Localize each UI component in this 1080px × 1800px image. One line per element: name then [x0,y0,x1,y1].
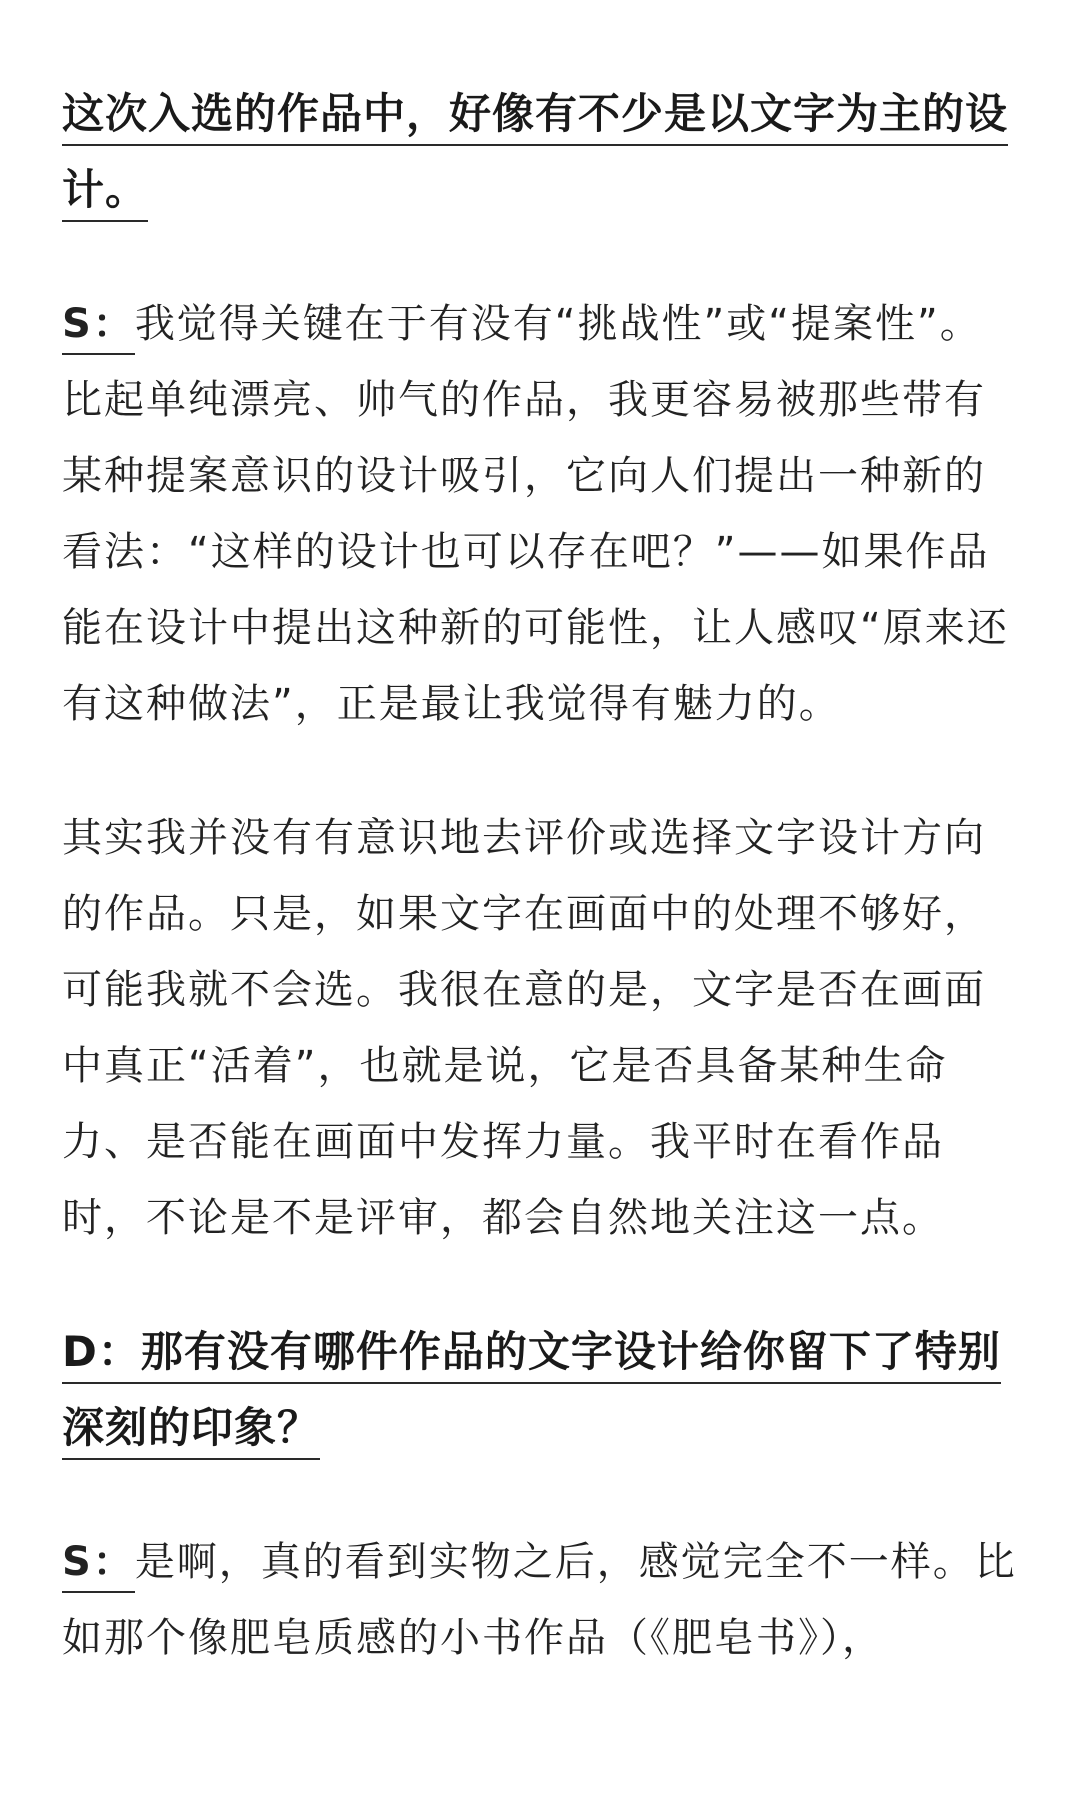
speaker-label: S： [62,1539,135,1593]
answer-3 [62,1524,1020,1676]
answer-1-text: 我觉得关键在于有没有“挑战性”或“提案性”。比起单纯漂亮、帅气的作品，我更容易被那些带有某种提案意识的设计吸引，它向人们提出一种新的看法：“这样的设计也可以存在吧？”——如果作品能在设计中提出这种新的可能性，让人感叹“原来还有这种做法”，正是最让我觉得有魅力的。 [62,301,1009,727]
question-1-text: 这次入选的作品中，好像有不少是以文字为主的设计。 [62,89,1008,222]
question-2-text: D：那有没有哪件作品的文字设计给你留下了特别深刻的印象？ [62,1327,1001,1460]
answer-2 [62,800,1020,1256]
answer-2-text: 其实我并没有有意识地去评价或选择文字设计方向的作品。只是，如果文字在画面中的处理不够好，可能我就不会选。我很在意的是，文字是否在画面中真正“活着”，也就是说，它是否具备某种生命力、是否能在画面中发挥力量。我平时在看作品时，不论是不是评审，都会自然地关注这一点。 [62,815,986,1241]
question-1 [62,76,1020,228]
article [62,76,1020,1676]
speaker-label: S： [62,301,135,355]
question-2 [62,1314,1020,1466]
answer-1 [62,286,1020,742]
answer-3-text: 是啊，真的看到实物之后，感觉完全不一样。比如那个像肥皂质感的小书作品（《肥皂书》）， [62,1539,1017,1661]
